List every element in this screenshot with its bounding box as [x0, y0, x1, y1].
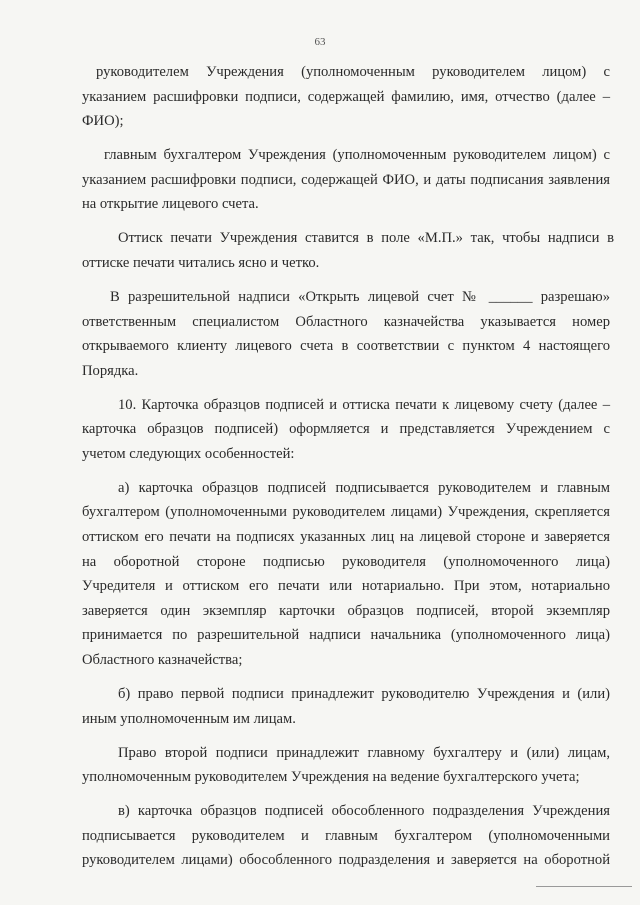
paragraph-subitem-v: [82, 799, 610, 873]
text-line: Оттиск печати Учреждения ставится в поле «М.П.» так, чтобы надписи в: [118, 230, 614, 247]
paragraph-subitem-a: [82, 476, 610, 673]
document-body: [82, 60, 614, 882]
text-line: подписывается руководителем и главным бухгалтером (уполномоченными: [82, 827, 610, 844]
paragraph-item-10: [82, 393, 610, 467]
text-line: Право второй подписи принадлежит главному бухгалтеру и (или) лицам,: [118, 744, 610, 761]
text-line: указанием расшифровки подписи, содержащей ФИО, и даты подписания заявления: [82, 171, 610, 188]
text-line: Порядка.: [82, 362, 139, 379]
paragraph-seal: [82, 226, 614, 275]
text-line: в) карточка образцов подписей обособленного подразделения Учреждения: [118, 803, 610, 820]
text-line: Областного казначейства;: [82, 652, 243, 669]
text-line: руководителем лицами) обособленного подразделения и заверяется на оборотной: [82, 852, 610, 869]
text-line: открываемого клиенту лицевого счета в соответствии с пунктом 4 настоящего: [82, 338, 610, 355]
text-line: бухгалтером (уполномоченными руководителем лицами) Учреждения, скрепляется: [82, 504, 610, 521]
text-line: заверяется один экземпляр карточки образцов подписей, второй экземпляр: [82, 602, 610, 619]
text-line: указанием расшифровки подписи, содержащей фамилию, имя, отчество (далее –: [82, 88, 610, 105]
text-line: Учредителя и оттиском его печати или нотариально. При этом, нотариально: [82, 578, 610, 595]
paragraph-signature-accountant: [82, 143, 610, 217]
page-number: 63: [314, 36, 326, 48]
text-line: ФИО);: [82, 113, 124, 130]
text-line: ответственным специалистом Областного казначейства указывается номер: [82, 313, 610, 330]
text-line: на открытие лицевого счета.: [82, 196, 259, 213]
text-line: учетом следующих особенностей:: [82, 445, 295, 462]
paragraph-signature-head: [82, 60, 610, 134]
text-line: В разрешительной надписи «Открыть лицевой счет № ______ разрешаю»: [110, 288, 610, 305]
paragraph-permission: [82, 285, 610, 383]
text-line: на оборотной стороне подписью руководителя (уполномоченного лица): [82, 553, 610, 570]
text-line: оттиске печати читались ясно и четко.: [82, 254, 320, 271]
text-line: руководителем Учреждения (уполномоченным руководителем лицом) с: [96, 64, 610, 80]
text-line: принимается по разрешительной надписи начальника (уполномоченного лица): [82, 627, 610, 644]
text-line: карточка образцов подписей) оформляется и представляется Учреждением с: [82, 421, 610, 438]
paragraph-second-signature: [82, 741, 610, 790]
text-line: уполномоченным руководителем Учреждения на ведение бухгалтерского учета;: [82, 769, 580, 786]
text-line: главным бухгалтером Учреждения (уполномоченным руководителем лицом) с: [104, 147, 610, 164]
text-line: 10. Карточка образцов подписей и оттиска печати к лицевому счету (далее –: [118, 396, 610, 413]
text-line: б) право первой подписи принадлежит руководителю Учреждения и (или): [118, 686, 610, 702]
footnote-rule: [536, 886, 632, 887]
text-line: а) карточка образцов подписей подписывается руководителем и главным: [118, 479, 610, 496]
paragraph-subitem-b: [82, 682, 610, 731]
text-line: иным уполномоченным им лицам.: [82, 710, 296, 727]
text-line: оттиском его печати на подписях указанных лиц на лицевой стороне и заверяется: [82, 529, 610, 546]
